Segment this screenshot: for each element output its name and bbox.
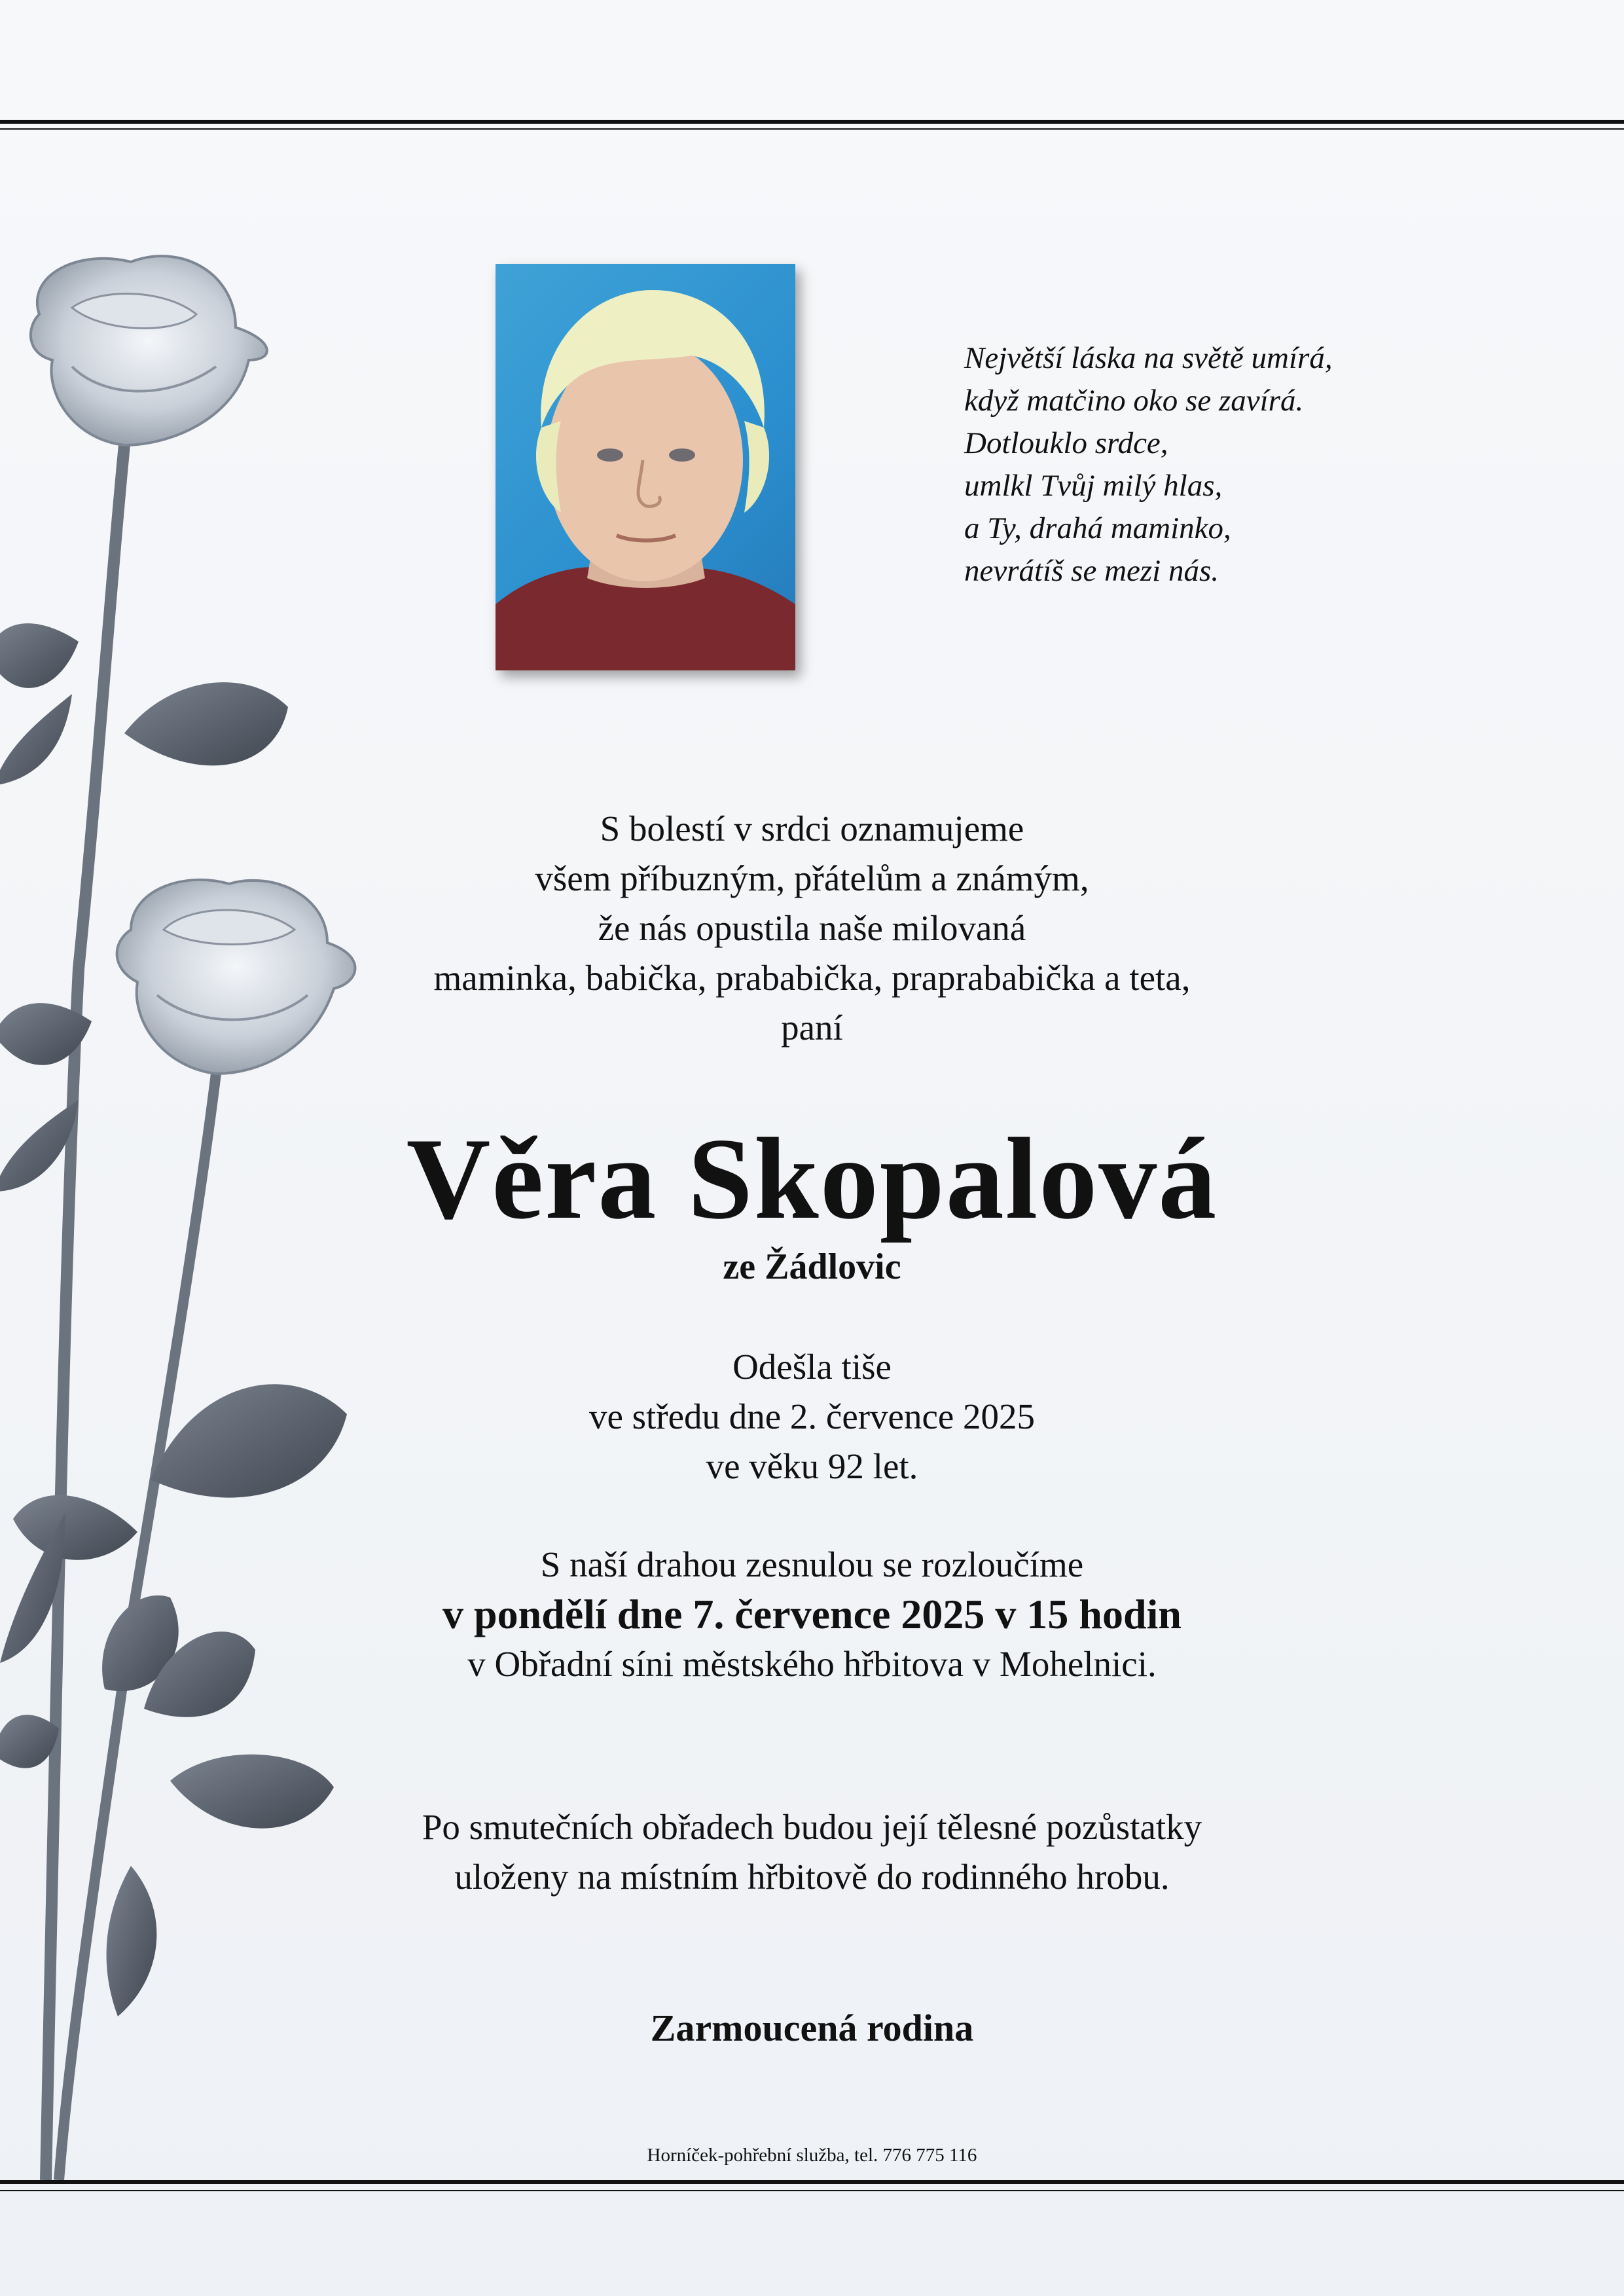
death-line: ve věku 92 let. — [706, 1446, 918, 1486]
poem-line: když matčino oko se zavírá. — [964, 384, 1304, 418]
farewell-date: v pondělí dne 7. července 2025 v 15 hodin — [442, 1591, 1182, 1637]
signature: Zarmoucená rodina — [650, 2007, 974, 2049]
poem-line: nevrátíš se mezi nás. — [964, 554, 1219, 588]
leaf — [0, 694, 72, 786]
top-rule — [0, 120, 1624, 124]
burial-line: Po smutečních obřadech budou její tělesné pozůstatky — [422, 1807, 1202, 1847]
burial-info — [0, 1802, 1624, 1902]
intro-line: že nás opustila naše milovaná — [598, 908, 1026, 948]
bottom-rule — [0, 2180, 1624, 2184]
bottom-rule-inner — [0, 2190, 1624, 2191]
poem-line: Největší láska na světě umírá, — [964, 341, 1333, 375]
deceased-name: Věra Skopalová — [406, 1114, 1218, 1243]
farewell-info — [0, 1540, 1624, 1689]
poem-line: Dotlouklo srdce, — [964, 426, 1168, 460]
poem — [964, 337, 1488, 592]
death-line: ve středu dne 2. července 2025 — [588, 1396, 1036, 1436]
poem-line: a Ty, drahá maminko, — [964, 511, 1231, 545]
leaf — [0, 623, 79, 688]
deceased-origin: ze Žádlovic — [723, 1247, 901, 1287]
funeral-service-footer: Horníček-pohřební služba, tel. 776 775 116 — [647, 2145, 977, 2166]
intro-line: všem příbuzným, přátelům a známým, — [535, 858, 1089, 898]
farewell-place: v Obřadní síni městského hřbitova v Mohelnici. — [467, 1644, 1157, 1684]
deceased-photo — [496, 264, 795, 670]
intro-line: S bolestí v srdci oznamujeme — [600, 809, 1024, 848]
death-info — [0, 1342, 1624, 1491]
rose-head-1 — [31, 256, 267, 445]
intro-line: maminka, babička, prababička, praprababička a teta, — [433, 958, 1191, 998]
poem-line: umlkl Tvůj milý hlas, — [964, 469, 1223, 503]
death-line: Odešla tiše — [732, 1347, 892, 1387]
portrait-image — [496, 264, 795, 670]
announcement-intro — [0, 804, 1624, 1053]
leaf — [124, 682, 288, 765]
top-rule-inner — [0, 128, 1624, 130]
farewell-line: S naší drahou zesnulou se rozloučíme — [540, 1544, 1084, 1584]
burial-line: uloženy na místním hřbitově do rodinného hrobu. — [454, 1857, 1170, 1897]
intro-line: paní — [781, 1008, 843, 1048]
